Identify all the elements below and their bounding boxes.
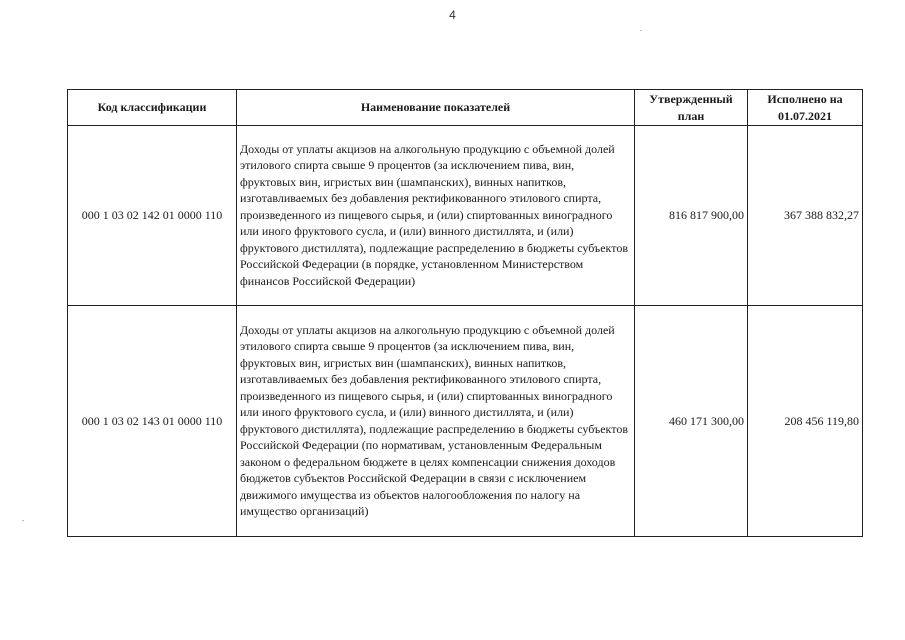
classification-code: 000 1 03 02 143 01 0000 110 [68,306,237,537]
header-executed: Исполнено на 01.07.2021 [748,90,863,126]
revenue-table [67,89,863,537]
header-plan: Утвержденный план [635,90,748,126]
page-number: 4 [449,8,456,22]
table-row [68,306,863,537]
table-header-row [68,90,863,126]
scan-speck [22,520,24,521]
indicator-name: Доходы от уплаты акцизов на алкогольную продукцию с объемной долей этилового спирта свыше 9 процентов (за исключением пива, вин, фруктовых вин, игристых вин (шампанских), винных напитков, изготавливаемых без добавления ректификованного этилового спирта, произведенного из пищевого сырья, и (или) спиртованных виноградного или иного фруктового сусла, и (или) винного дистиллята, и (или) фруктового дистиллята), подлежащие распределению в бюджеты субъектов Российской Федерации (по нормативам, установленным Федеральным законом о федеральном бюджете в целях компенсации снижения доходов бюджетов субъектов Российской Федерации в связи с исключением движимого имущества из объектов налогообложения по налогу на имущество организаций) [237,306,635,537]
executed-value: 208 456 119,80 [748,306,863,537]
scan-speck [640,30,642,31]
header-code: Код классификации [68,90,237,126]
executed-value: 367 388 832,27 [748,126,863,306]
table-row [68,126,863,306]
approved-plan-value: 460 171 300,00 [635,306,748,537]
indicator-name: Доходы от уплаты акцизов на алкогольную продукцию с объемной долей этилового спирта свыше 9 процентов (за исключением пива, вин, фруктовых вин, игристых вин (шампанских), винных напитков, изготавливаемых без добавления ректификованного этилового спирта, произведенного из пищевого сырья, и (или) спиртованных виноградного или иного фруктового сусла, и (или) винного дистиллята, и (или) фруктового дистиллята), подлежащие распределению в бюджеты субъектов Российской Федерации (в порядке, установленном Министерством финансов Российской Федерации) [237,126,635,306]
classification-code: 000 1 03 02 142 01 0000 110 [68,126,237,306]
header-name: Наименование показателей [237,90,635,126]
approved-plan-value: 816 817 900,00 [635,126,748,306]
